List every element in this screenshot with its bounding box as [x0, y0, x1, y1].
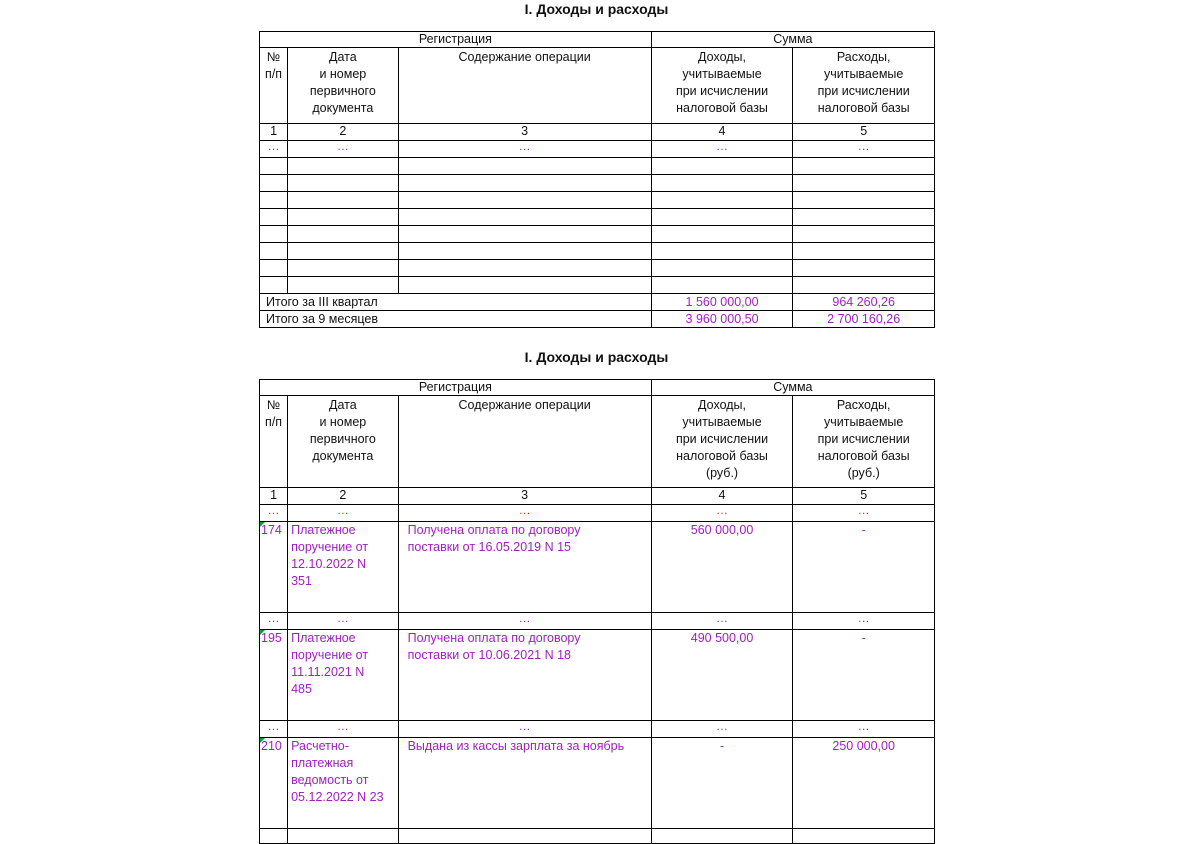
col-number: 5 — [793, 488, 935, 505]
col-number: 3 — [398, 488, 651, 505]
col-number: 3 — [398, 124, 651, 141]
total-income: 3 960 000,50 — [651, 311, 793, 328]
col-income-header: Доходы, учитываемые при исчислении налоговой базы (руб.) — [651, 396, 793, 488]
col-expense-header: Расходы, учитываемые при исчислении налоговой базы — [793, 48, 935, 124]
col-content-header: Содержание операции — [398, 396, 651, 488]
col-expense-header: Расходы, учитываемые при исчислении налоговой базы (руб.) — [793, 396, 935, 488]
entry-document: Платежное поручение от 12.10.2022 N 351 — [288, 522, 398, 613]
entry-expense: - — [793, 630, 935, 721]
entry-content: Получена оплата по договору поставки от 10.06.2021 N 18 — [398, 630, 651, 721]
entry-expense: - — [793, 522, 935, 613]
entry-number: 174 — [260, 522, 288, 613]
empty-row — [260, 277, 935, 294]
registration-header: Регистрация — [260, 32, 652, 48]
col-no-header: № п/п — [260, 48, 288, 124]
col-content-header: Содержание операции — [398, 48, 651, 124]
sum-header: Сумма — [651, 32, 934, 48]
entry-document: Платежное поручение от 11.11.2021 N 485 — [288, 630, 398, 721]
col-number: 4 — [651, 124, 793, 141]
sum-header: Сумма — [651, 380, 934, 396]
section-1-title: I. Доходы и расходы — [524, 1, 669, 17]
total-expense: 2 700 160,26 — [793, 311, 935, 328]
entry-income: - — [651, 738, 793, 829]
table-row — [260, 522, 935, 613]
col-number: 5 — [793, 124, 935, 141]
empty-row — [260, 260, 935, 277]
table-row — [260, 630, 935, 721]
entry-number: 210 — [260, 738, 288, 829]
registration-header: Регистрация — [260, 380, 652, 396]
empty-row — [260, 158, 935, 175]
section-2-title: I. Доходы и расходы — [524, 349, 669, 365]
col-date-header: Дата и номер первичного документа — [288, 48, 398, 124]
income-expense-table-1 — [259, 31, 935, 328]
table-row — [260, 829, 935, 844]
ellipsis-row: … … … … … — [260, 721, 935, 738]
col-number: 2 — [288, 488, 398, 505]
col-number: 4 — [651, 488, 793, 505]
col-no-header: № п/п — [260, 396, 288, 488]
col-number: 1 — [260, 488, 288, 505]
col-number: 2 — [288, 124, 398, 141]
empty-row — [260, 209, 935, 226]
total-label: Итого за III квартал — [260, 294, 399, 311]
empty-row — [260, 192, 935, 209]
entry-content: Получена оплата по договору поставки от 16.05.2019 N 15 — [398, 522, 651, 613]
empty-row — [260, 243, 935, 260]
ellipsis-row: … … … … … — [260, 141, 935, 158]
entry-document: Расчетно- платежная ведомость от 05.12.2022 N 23 — [288, 738, 398, 829]
entry-expense: 250 000,00 — [793, 738, 935, 829]
ellipsis-row: … … … … … — [260, 505, 935, 522]
empty-row — [260, 226, 935, 243]
empty-row — [260, 175, 935, 192]
entry-income: 490 500,00 — [651, 630, 793, 721]
col-date-header: Дата и номер первичного документа — [288, 396, 398, 488]
col-income-header: Доходы, учитываемые при исчислении налоговой базы — [651, 48, 793, 124]
col-number: 1 — [260, 124, 288, 141]
ellipsis-row: … … … … … — [260, 613, 935, 630]
entry-content: Выдана из кассы зарплата за ноябрь — [398, 738, 651, 829]
total-expense: 964 260,26 — [793, 294, 935, 311]
total-income: 1 560 000,00 — [651, 294, 793, 311]
income-expense-table-2 — [259, 379, 935, 844]
total-row-quarter — [260, 294, 935, 311]
entry-income: 560 000,00 — [651, 522, 793, 613]
total-row-9-months — [260, 311, 935, 328]
table-row — [260, 738, 935, 829]
entry-number: 195 — [260, 630, 288, 721]
total-label: Итого за 9 месяцев — [260, 311, 399, 328]
